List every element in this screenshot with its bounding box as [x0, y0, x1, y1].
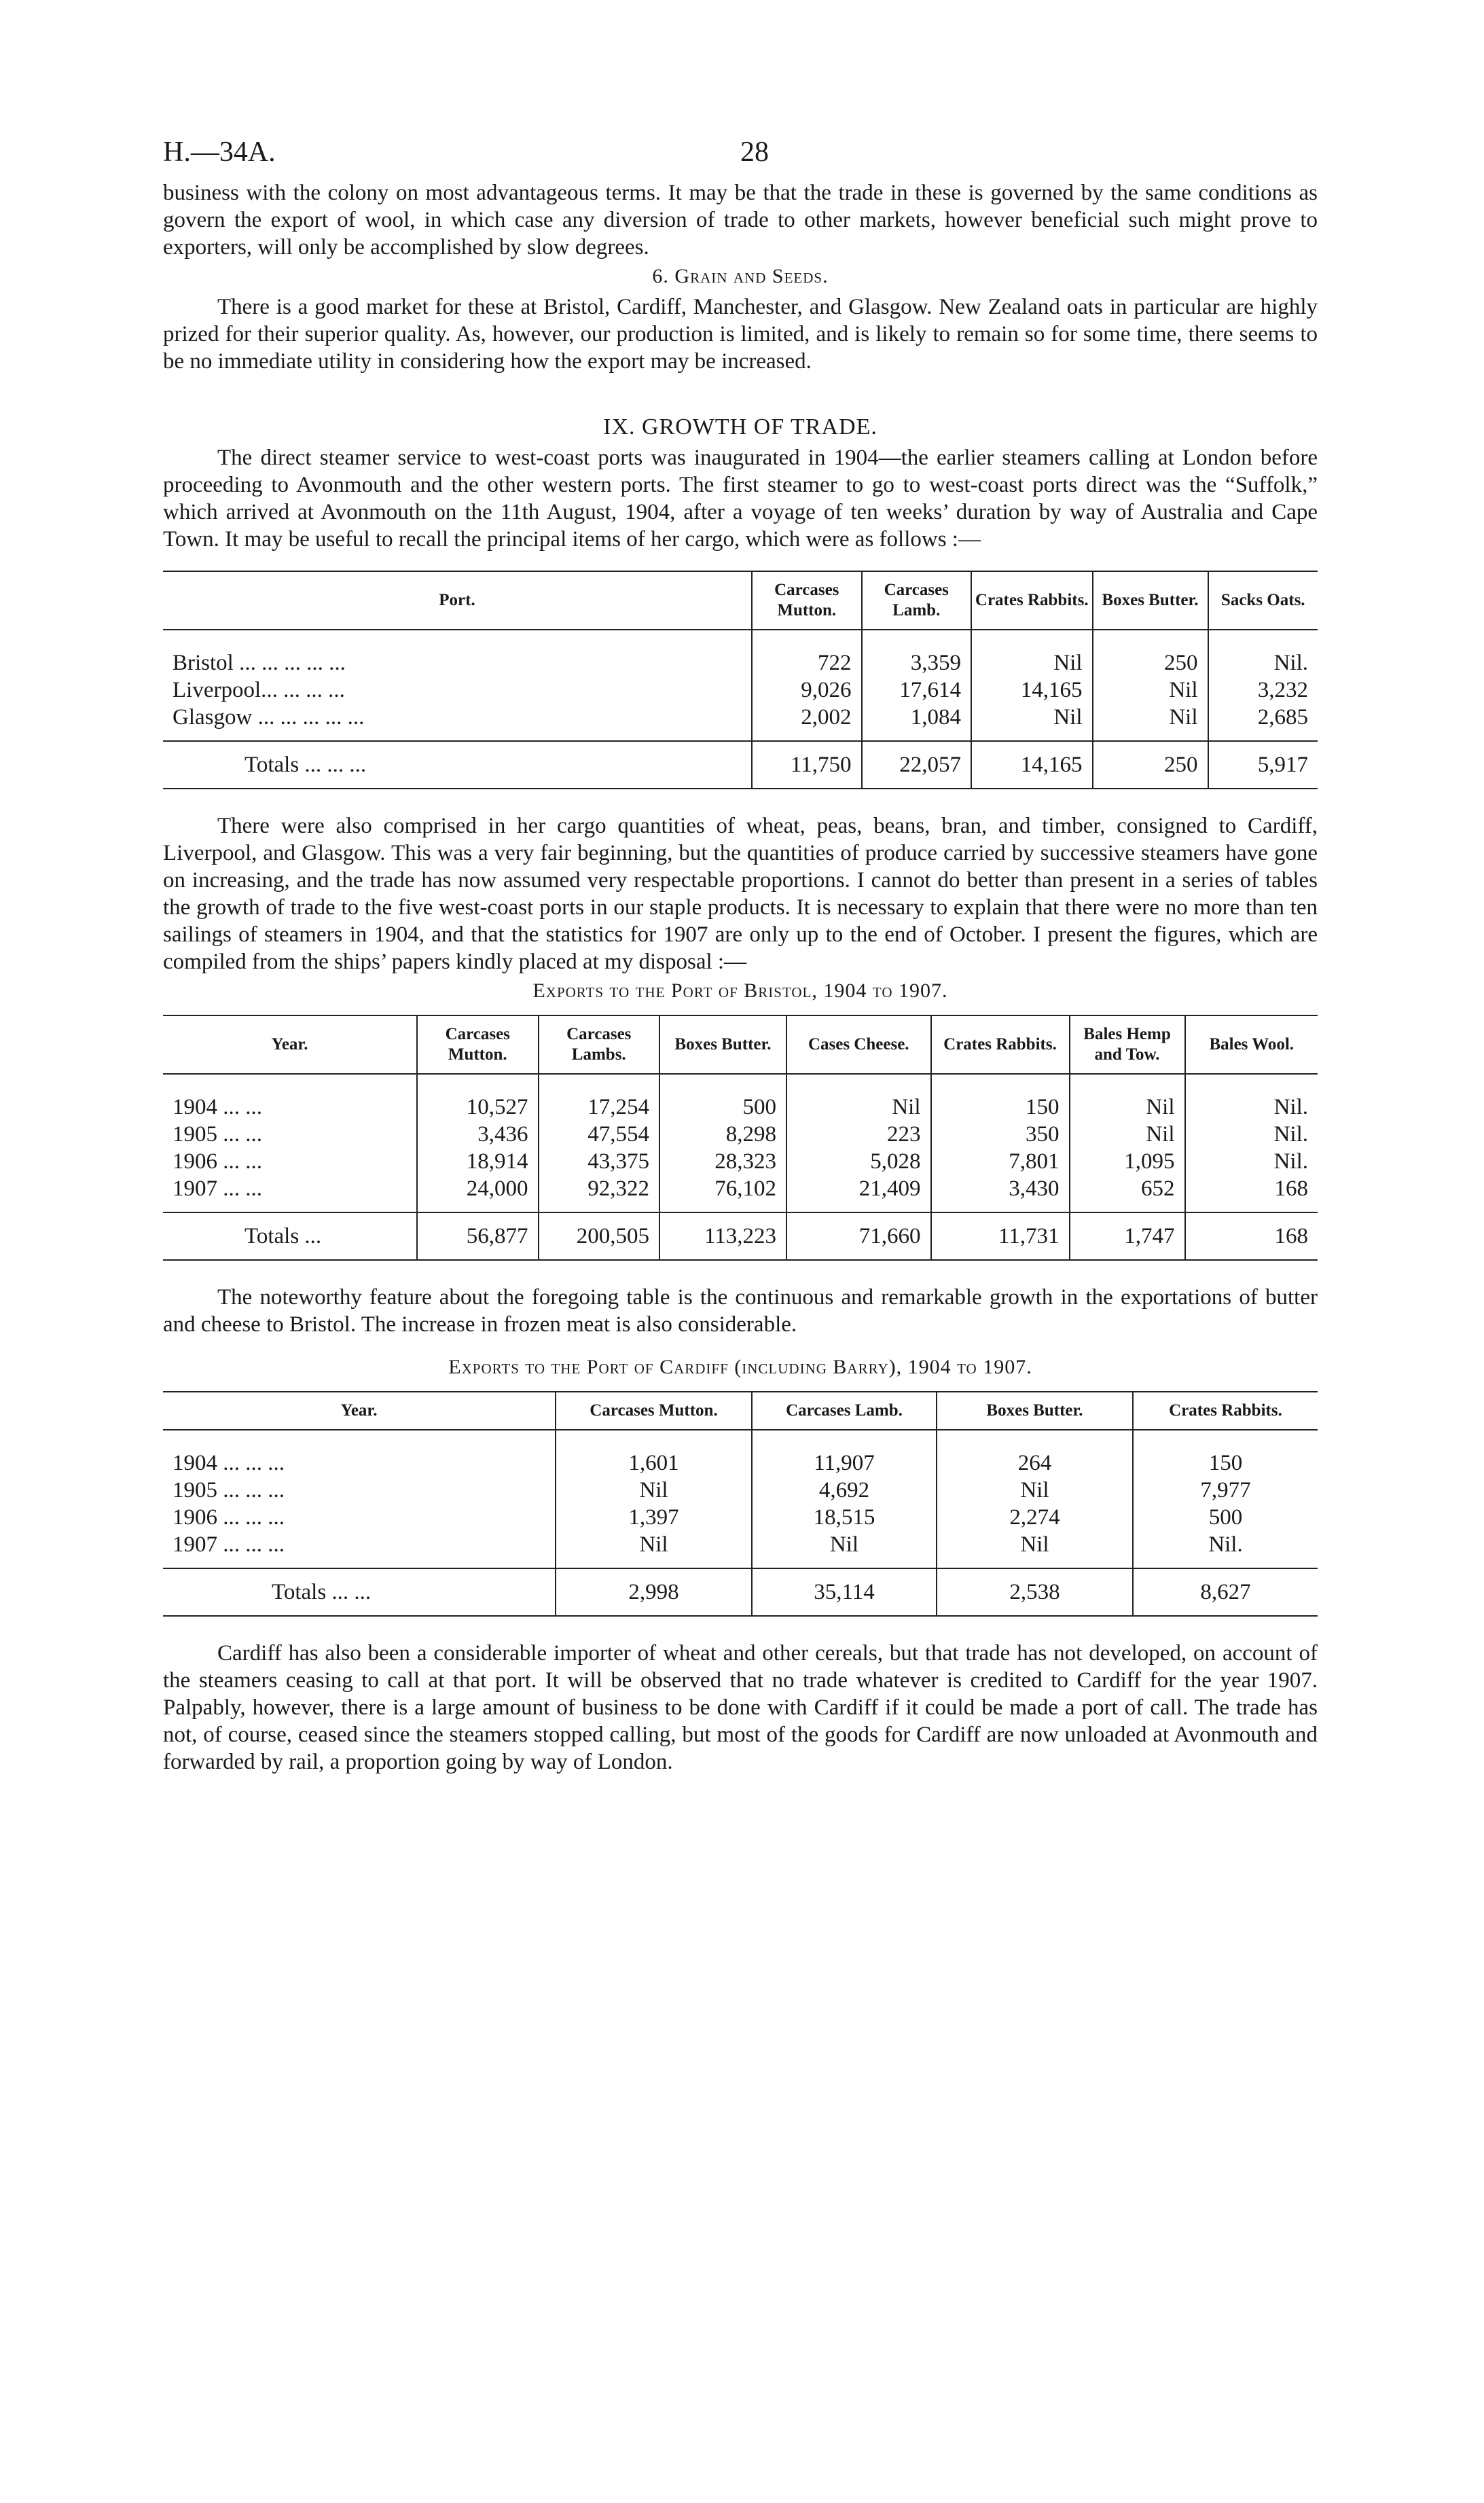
table-cell: 250 — [1093, 630, 1208, 677]
table-cell: 1906 ... ... — [173, 1149, 262, 1174]
table-cell: Nil — [556, 1531, 752, 1568]
table-cell: 168 — [1185, 1212, 1318, 1260]
table-row — [163, 630, 1318, 677]
bristol-exports-table — [163, 1015, 1318, 1261]
table-cell: 56,877 — [417, 1212, 539, 1260]
table-cell: 2,274 — [937, 1504, 1133, 1531]
table-cell: 652 — [1070, 1175, 1185, 1212]
table-cell: 24,000 — [417, 1175, 539, 1212]
column-header: Year. — [271, 1035, 308, 1054]
table-cell: 21,409 — [786, 1175, 931, 1212]
page-number: 28 — [740, 137, 769, 168]
table-cell: 264 — [937, 1430, 1133, 1477]
table-cell: Nil — [786, 1074, 931, 1121]
column-header: Carcases Mutton. — [556, 1392, 752, 1430]
table-cell: 18,515 — [752, 1504, 937, 1531]
table-cell: 150 — [931, 1074, 1070, 1121]
column-header: Year. — [340, 1401, 378, 1420]
table-cell: 113,223 — [659, 1212, 786, 1260]
heading-grain-and-seeds: 6. Grain and Seeds. — [652, 265, 829, 287]
table-cell: 168 — [1185, 1175, 1318, 1212]
column-header: Carcases Lamb. — [752, 1392, 937, 1430]
table-cell: Nil. — [1133, 1531, 1318, 1568]
table-cell: Nil — [1093, 704, 1208, 741]
column-header: Carcases Lamb. — [862, 571, 972, 630]
paragraph-steamer-service: The direct steamer service to west-coast ports was inaugurated in 1904—the earlier steamers calling at London before proceeding to Avonmouth and the other western ports. The first steamer to go to west-coast ports direct was the “Suffolk,” which arrived at Avonmouth on the 11th August, 1904, after a voyage of ten weeks’ duration by way of Australia and Cape Town. It may be useful to recall the principal items of her cargo, which were as follows :— — [163, 446, 1318, 552]
table-cell: Nil. — [1185, 1074, 1318, 1121]
table-cell: 14,165 — [971, 677, 1093, 704]
table-cell: Nil. — [1185, 1148, 1318, 1175]
table-cell: 1905 ... ... — [173, 1122, 262, 1147]
table-cell: 3,430 — [931, 1175, 1070, 1212]
table-cell: 8,298 — [659, 1121, 786, 1148]
table-cell: 2,998 — [556, 1568, 752, 1616]
table-cell: 35,114 — [752, 1568, 937, 1616]
table-cell: 47,554 — [539, 1121, 660, 1148]
table-row — [163, 1504, 1318, 1531]
totals-row — [163, 1568, 1318, 1616]
table-cell: 1,747 — [1070, 1212, 1185, 1260]
table-cell: 7,801 — [931, 1148, 1070, 1175]
table-cell: 1904 ... ... — [173, 1095, 262, 1119]
column-header: Crates Rabbits. — [931, 1015, 1070, 1074]
table-cell: Totals ... — [245, 1224, 322, 1248]
paragraph-bristol-feature: The noteworthy feature about the foregoing table is the continuous and remarkable growth in the exportations of butter and cheese to Bristol. The increase in frozen meat is also considerable. — [163, 1285, 1318, 1337]
table-cell: 92,322 — [539, 1175, 660, 1212]
table-cell: 7,977 — [1133, 1477, 1318, 1504]
table-cell: 14,165 — [971, 741, 1093, 789]
table-cell: 11,731 — [931, 1212, 1070, 1260]
table-cell: 28,323 — [659, 1148, 786, 1175]
table-cell: Nil — [937, 1477, 1133, 1504]
table-cell: 76,102 — [659, 1175, 786, 1212]
table-cell: 223 — [786, 1121, 931, 1148]
table-cell: Nil — [556, 1477, 752, 1504]
table-row — [163, 677, 1318, 704]
table-cell: Nil. — [1185, 1121, 1318, 1148]
table-cell: 1,084 — [862, 704, 972, 741]
table-cell: 17,254 — [539, 1074, 660, 1121]
table-row — [163, 1175, 1318, 1212]
column-header: Boxes Butter. — [659, 1015, 786, 1074]
table-cell: Liverpool... ... ... ... — [173, 678, 345, 702]
column-header: Boxes Butter. — [1093, 571, 1208, 630]
table-cell: 1907 ... ... — [173, 1176, 262, 1201]
table-cell: Glasgow ... ... ... ... ... — [173, 705, 365, 730]
table-cell: Nil — [1070, 1074, 1185, 1121]
totals-row — [163, 1212, 1318, 1260]
table-cell: 4,692 — [752, 1477, 937, 1504]
table-cell: 1,601 — [556, 1430, 752, 1477]
column-header: Boxes Butter. — [937, 1392, 1133, 1430]
table-cell: Nil — [937, 1531, 1133, 1568]
heading-growth-of-trade: IX. GROWTH OF TRADE. — [603, 414, 877, 439]
cardiff-exports-table — [163, 1391, 1318, 1617]
table-cell: 22,057 — [862, 741, 972, 789]
table-cell: Nil — [1093, 677, 1208, 704]
table-cell: 10,527 — [417, 1074, 539, 1121]
table-cell: 11,907 — [752, 1430, 937, 1477]
paragraph-wool-trade: business with the colony on most advantageous terms. It may be that the trade in these is governed by the same conditions as govern the export of wool, in which case any diversion of trade to other markets, however beneficial such might prove to exporters, will only be accomplished by slow degrees. — [163, 181, 1318, 259]
table-row — [163, 1430, 1318, 1477]
table-cell: 2,538 — [937, 1568, 1133, 1616]
column-header: Cases Cheese. — [786, 1015, 931, 1074]
column-header: Carcases Mutton. — [752, 571, 862, 630]
table-cell: 1905 ... ... ... — [173, 1478, 285, 1502]
heading-bristol-exports: Exports to the Port of Bristol, 1904 to 1907. — [532, 979, 948, 1002]
table-cell: 18,914 — [417, 1148, 539, 1175]
cardiff-table-wrap — [163, 1391, 1318, 1617]
column-header: Crates Rabbits. — [971, 571, 1093, 630]
table-cell: 2,002 — [752, 704, 862, 741]
table-cell: 3,436 — [417, 1121, 539, 1148]
table-cell: 5,028 — [786, 1148, 931, 1175]
table-row — [163, 704, 1318, 741]
table-cell: 250 — [1093, 741, 1208, 789]
table-cell: 500 — [1133, 1504, 1318, 1531]
table-cell: 8,627 — [1133, 1568, 1318, 1616]
table-cell: 3,232 — [1208, 677, 1318, 704]
paragraph-cardiff-trade: Cardiff has also been a considerable importer of wheat and other cereals, but that trade has not developed, on account of the steamers ceasing to call at that port. It will be observed that no trade whatever is credited to Cardiff for the year 1907. Palpably, however, there is a large amount of business to be done with Cardiff if it could be made a port of call. The trade has not, of course, ceased since the steamers stopped calling, but most of the goods for Cardiff are now unloaded at Avonmouth and forwarded by rail, a proportion going by way of London. — [163, 1641, 1318, 1774]
table-cell: Totals ... ... — [272, 1580, 372, 1604]
heading-cardiff-exports: Exports to the Port of Cardiff (including Barry), 1904 to 1907. — [448, 1356, 1032, 1378]
suffolk-cargo-table-wrap — [163, 571, 1318, 789]
table-cell: Bristol ... ... ... ... ... — [173, 651, 346, 675]
table-cell: 150 — [1133, 1430, 1318, 1477]
table-cell: Totals ... ... ... — [245, 753, 367, 777]
table-cell: 71,660 — [786, 1212, 931, 1260]
table-cell: 17,614 — [862, 677, 972, 704]
table-row — [163, 1477, 1318, 1504]
table-row — [163, 1531, 1318, 1568]
table-cell: 3,359 — [862, 630, 972, 677]
table-cell: 200,505 — [539, 1212, 660, 1260]
table-cell: 1907 ... ... ... — [173, 1532, 285, 1557]
column-header: Carcases Lambs. — [539, 1015, 660, 1074]
table-header-row — [163, 1015, 1318, 1074]
suffolk-cargo-table — [163, 571, 1318, 789]
table-cell: Nil — [971, 630, 1093, 677]
table-cell: 5,917 — [1208, 741, 1318, 789]
document-page — [163, 136, 1318, 1776]
table-cell: 2,685 — [1208, 704, 1318, 741]
table-header-row — [163, 571, 1318, 630]
bristol-table-wrap — [163, 1015, 1318, 1261]
table-cell: 43,375 — [539, 1148, 660, 1175]
table-cell: 9,026 — [752, 677, 862, 704]
table-cell: Nil — [1070, 1121, 1185, 1148]
table-cell: Nil — [971, 704, 1093, 741]
page-header — [163, 136, 1318, 179]
paragraph-cargo-growth: There were also comprised in her cargo quantities of wheat, peas, beans, bran, and timber, consigned to Cardiff, Liverpool, and Glasgow. This was a very fair beginning, but the quantities of produce carried by successive steamers have gone on increasing, and the trade has now assumed very respectable proportions. I cannot do better than present in a series of tables the growth of trade to the five west-coast ports in our staple products. It is necessary to explain that there were no more than ten sailings of steamers in 1904, and that the statistics for 1907 are only up to the end of October. I present the figures, which are compiled from the ships’ papers kindly placed at my disposal :— — [163, 814, 1318, 974]
paragraph-grain-market: There is a good market for these at Bristol, Cardiff, Manchester, and Glasgow. New Zealand oats in particular are highly prized for their superior quality. As, however, our production is limited, and is likely to remain so for some time, there seems to be no immediate utility in considering how the export may be increased. — [163, 295, 1318, 374]
column-header: Crates Rabbits. — [1133, 1392, 1318, 1430]
table-cell: 1906 ... ... ... — [173, 1505, 285, 1530]
table-cell: 1,095 — [1070, 1148, 1185, 1175]
table-cell: 11,750 — [752, 741, 862, 789]
column-header: Carcases Mutton. — [417, 1015, 539, 1074]
table-cell: Nil. — [1208, 630, 1318, 677]
column-header: Port. — [439, 591, 475, 609]
document-code: H.—34A. — [163, 137, 276, 168]
table-cell: 350 — [931, 1121, 1070, 1148]
table-cell: Nil — [752, 1531, 937, 1568]
totals-row — [163, 741, 1318, 789]
table-row — [163, 1121, 1318, 1148]
table-cell: 1,397 — [556, 1504, 752, 1531]
column-header: Sacks Oats. — [1208, 571, 1318, 630]
table-row — [163, 1148, 1318, 1175]
column-header: Bales Wool. — [1185, 1015, 1318, 1074]
table-cell: 500 — [659, 1074, 786, 1121]
column-header: Bales Hemp and Tow. — [1070, 1015, 1185, 1074]
table-cell: 1904 ... ... ... — [173, 1451, 285, 1475]
table-cell: 722 — [752, 630, 862, 677]
table-header-row — [163, 1392, 1318, 1430]
table-row — [163, 1074, 1318, 1121]
